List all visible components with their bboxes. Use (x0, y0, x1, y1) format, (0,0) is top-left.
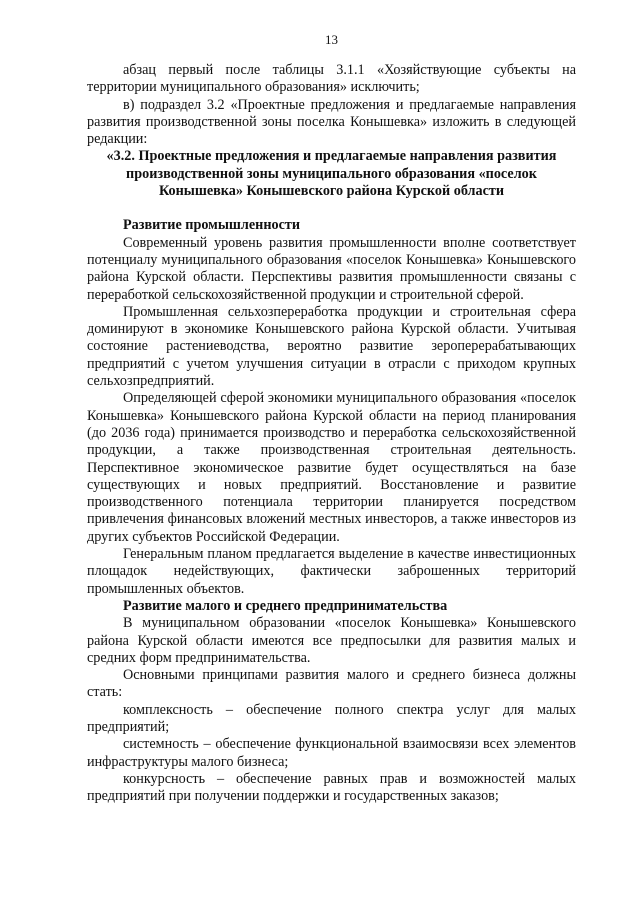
paragraph-abzac: абзац первый после таблицы 3.1.1 «Хозяйствующие субъекты на территории муниципального образования» исключить; (87, 62, 576, 96)
paragraph-podrazdel: в) подраздел 3.2 «Проектные предложения и предлагаемые направления развития производственной зоны поселка Конышевка» изложить в следующей редакции: (87, 96, 576, 148)
paragraph-investment-sites: Генеральным планом предлагается выделение в качестве инвестиционных площадок недействующих, фактически заброшенных территорий промышленных объектов. (87, 546, 576, 597)
paragraph-principles: Основными принципами развития малого и среднего бизнеса должны стать: (87, 667, 576, 701)
spacer (87, 200, 576, 217)
paragraph-competitive: конкурсность – обеспечение равных прав и возможностей малых предприятий при получении поддержки и государственных заказов; (87, 770, 576, 805)
section-heading: «3.2. Проектные предложения и предлагаемые направления развития производственной зоны муниципального образования «поселок Конышевка» Конышевского района Курской области (106, 148, 557, 200)
paragraph-agro-processing: Промышленная сельхозпереработка продукции и строительная сфера доминируют в экономике Конышевского района Курской области. Учитывая состояние растениеводства, вероятно развитие зероперерабатывающих предприятий с учетом улучшения ситуации в отрасли с приходом крупных сельхозпредприятий. (87, 303, 576, 390)
paragraph-systemic: системность – обеспечение функциональной взаимосвязи всех элементов инфраструктуры малого бизнеса; (87, 736, 576, 770)
paragraph-industry-level: Современный уровень развития промышленности вполне соответствует потенциалу муниципального образования «поселок Конышевка» Конышевского района Курской области. Перспективы развития промышленности связаны с переработкой сельскохозяйственной продукции и строительной сферой. (87, 234, 576, 303)
paragraph-economy-sphere: Определяющей сферой экономики муниципального образования «поселок Конышевка» Конышевского района Курской области на период планирования (до 2036 года) принимается производство и переработка сельскохозяйственной продукции, а также производственная строительная деятельность. Перспективное экономическое развитие будет осуществляться на базе существующих и новых предприятий. Восстановление и развитие производственного потенциала территории планируется посредством привлечения финансовых вложений местных инвесторов, а также инвесторов из других субъектов Российской Федерации. (87, 390, 576, 545)
paragraph-sme-prerequisites: В муниципальном образовании «поселок Конышевка» Конышевского района Курской области имеются все предпосылки для развития малых и средних форм предпринимательства. (87, 615, 576, 666)
page-number: 13 (325, 32, 338, 47)
industry-heading: Развитие промышленности (123, 217, 301, 234)
document-body (87, 62, 576, 805)
paragraph-complexity: комплексность – обеспечение полного спектра услуг для малых предприятий; (87, 701, 576, 735)
sme-heading: Развитие малого и среднего предпринимательства (123, 597, 448, 614)
